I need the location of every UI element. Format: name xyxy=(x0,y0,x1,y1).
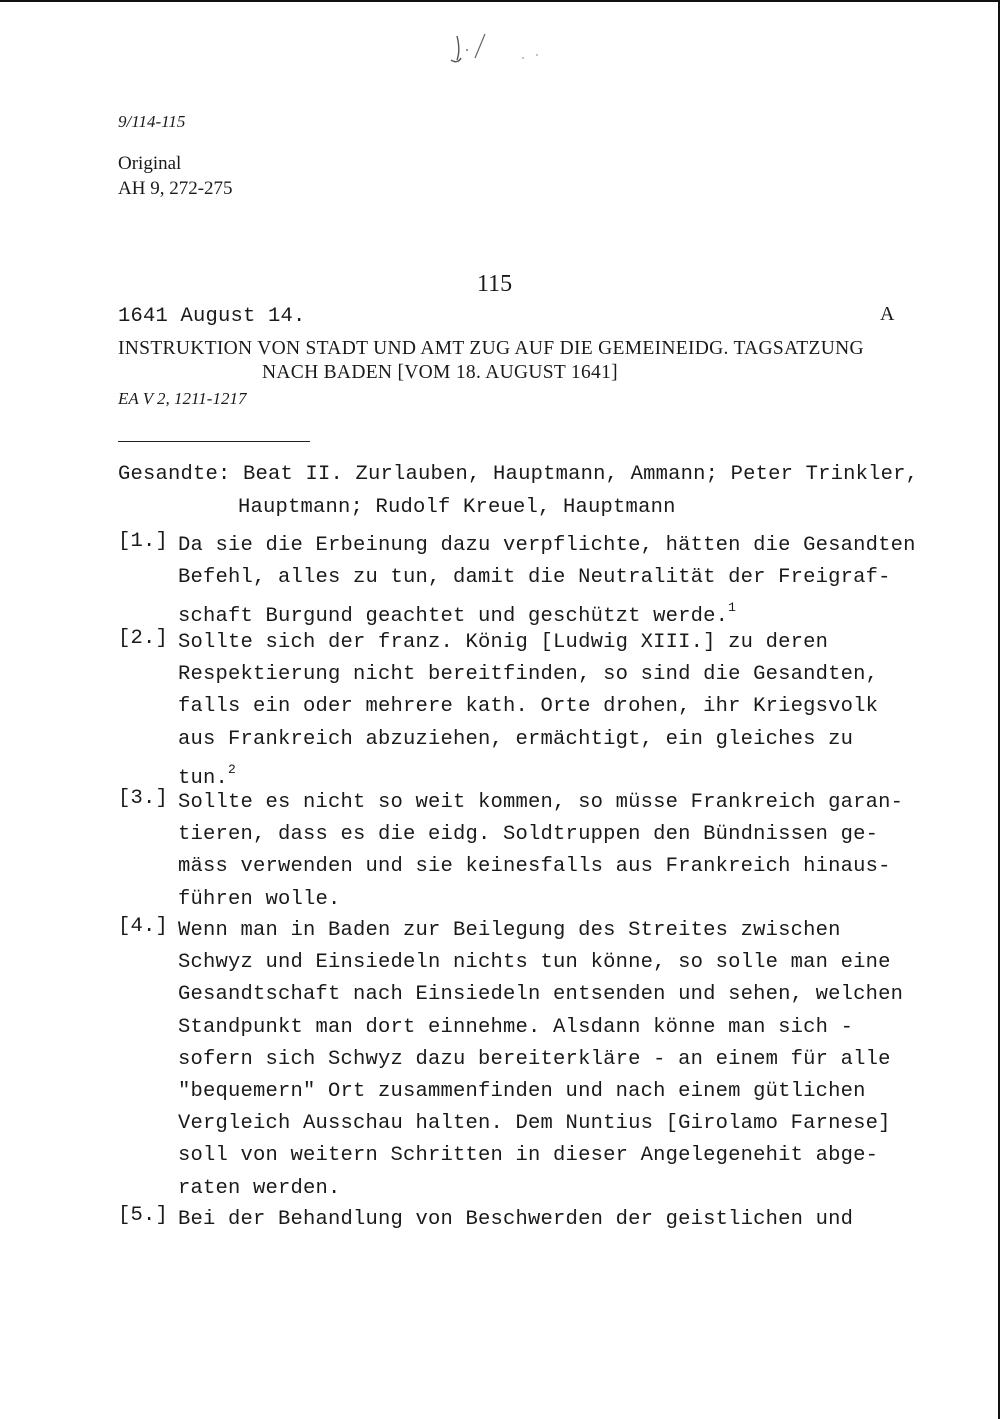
text-line: tieren, dass es die eidg. Soldtruppen den Bündnissen ge- xyxy=(178,823,879,847)
paragraph-text xyxy=(178,627,878,795)
paragraph-number: [2.] xyxy=(118,627,169,650)
text-line: Da sie die Erbeinung dazu verpflichte, hätten die Gesandten xyxy=(178,534,916,557)
text-line: Bei der Behandlung von Beschwerden der geistlichen und xyxy=(178,1208,854,1231)
document-title-line-2: NACH BADEN [VOM 18. AUGUST 1641] xyxy=(262,362,618,383)
envoys-line-1: Gesandte: Beat II. Zurlauben, Hauptmann, Ammann; Peter Trinkler, xyxy=(118,463,919,486)
text-line: führen wolle. xyxy=(178,887,341,911)
handwritten-mark xyxy=(445,30,555,70)
text-line: Schwyz und Einsiedeln nichts tun könne, so solle man eine xyxy=(178,951,891,975)
text-line: Standpunkt man dort einnehme. Alsdann könne man sich - xyxy=(178,1015,854,1039)
ea-reference: EA V 2, 1211-1217 xyxy=(118,389,247,408)
document-title-line-1: INSTRUKTION VON STADT UND AMT ZUG AUF DIE GEMEINEIDG. TAGSATZUNG xyxy=(118,338,864,359)
separator-rule xyxy=(118,441,310,442)
document-number: 115 xyxy=(477,271,513,297)
text-line: schaft Burgund geachtet und geschützt werde. xyxy=(178,605,729,629)
paragraph-number: [1.] xyxy=(118,530,169,553)
paragraph-text xyxy=(178,530,916,633)
envoys-line-2: Hauptmann; Rudolf Kreuel, Hauptmann xyxy=(238,496,676,519)
text-line: sofern sich Schwyz dazu bereiterkläre - an einem für alle xyxy=(178,1047,891,1071)
text-line: Wenn man in Baden zur Beilegung des Streites zwischen xyxy=(178,919,841,942)
paragraph-number: [3.] xyxy=(118,787,169,810)
text-line: aus Frankreich abzuziehen, ermächtigt, ein gleiches zu xyxy=(178,727,854,751)
text-line: soll von weitern Schritten in dieser Angelegenehit abge- xyxy=(178,1144,879,1168)
text-line: raten werden. xyxy=(178,1176,341,1200)
text-line: falls ein oder mehrere kath. Orte drohen, ihr Kriegsvolk xyxy=(178,695,879,719)
text-line: "bequemern" Ort zusammenfinden und nach einem gütlichen xyxy=(178,1080,866,1104)
text-line: Befehl, alles zu tun, damit die Neutralität der Freigraf- xyxy=(178,566,891,590)
document-date: 1641 August 14. xyxy=(118,305,306,328)
document-letter: A xyxy=(880,303,895,325)
paragraph-text xyxy=(178,1204,853,1236)
paragraph-number: [4.] xyxy=(118,915,169,938)
text-line: mäss verwenden und sie keinesfalls aus Frankreich hinaus- xyxy=(178,855,891,879)
paragraph-text xyxy=(178,787,903,916)
footnote-marker: 2 xyxy=(228,761,237,777)
text-line: Vergleich Ausschau halten. Dem Nuntius [Girolamo Farnese] xyxy=(178,1112,891,1136)
text-line: Gesandtschaft nach Einsiedeln entsenden und sehen, welchen xyxy=(178,983,904,1007)
text-line: Sollte sich der franz. König [Ludwig XIII.] zu deren xyxy=(178,631,829,654)
archive-reference: AH 9, 272-275 xyxy=(118,178,233,199)
paragraph-number: [5.] xyxy=(118,1204,169,1227)
document-reference: 9/114-115 xyxy=(118,112,186,131)
paragraph-text xyxy=(178,915,903,1205)
source-type: Original xyxy=(118,153,182,174)
footnote-marker: 1 xyxy=(728,600,737,616)
text-line: tun. xyxy=(178,766,229,790)
text-line: Sollte es nicht so weit kommen, so müsse Frankreich garan- xyxy=(178,791,904,814)
text-line: Respektierung nicht bereitfinden, so sind die Gesandten, xyxy=(178,663,879,687)
